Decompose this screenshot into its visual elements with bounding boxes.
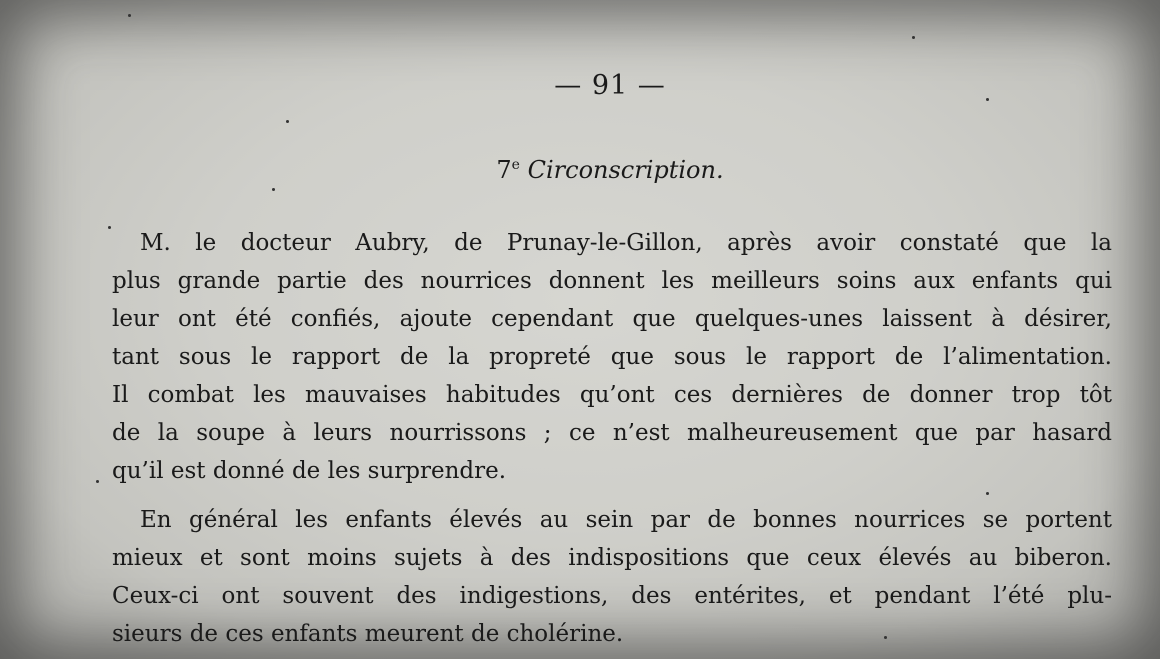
text-line: plus grande partie des nourrices donnent les meilleurs soins aux enfants qui: [112, 268, 1112, 294]
text-line: M. le docteur Aubry, de Prunay-le-Gillon, après avoir constaté que la: [140, 230, 1112, 256]
text-line: mieux et sont moins sujets à des indispositions que ceux élevés au biberon.: [112, 545, 1112, 571]
print-speck: [96, 480, 99, 483]
text-line: qu’il est donné de les surprendre.: [112, 458, 507, 484]
page-number: — 91 —: [554, 70, 666, 101]
print-speck: [986, 492, 989, 495]
print-speck: [272, 188, 275, 191]
text-line: Il combat les mauvaises habitudes qu’ont ces dernières de donner trop tôt: [112, 382, 1112, 408]
text-line: de la soupe à leurs nourrissons ; ce n’est malheureusement que par hasard: [112, 420, 1112, 446]
heading-title: Circonscription.: [527, 156, 724, 184]
text-line: sieurs de ces enfants meurent de cholérine.: [112, 621, 624, 647]
heading-ordinal: 7e: [496, 156, 520, 184]
text-line: tant sous le rapport de la propreté que sous le rapport de l’alimentation.: [112, 344, 1112, 370]
text-line: Ceux-ci ont souvent des indigestions, des entérites, et pendant l’été plu-: [112, 583, 1112, 609]
text-line: leur ont été confiés, ajoute cependant que quelques-unes laissent à désirer,: [112, 306, 1112, 332]
section-heading: [0, 156, 1160, 184]
paragraph-1: [112, 224, 1112, 490]
print-speck: [912, 36, 915, 39]
print-speck: [986, 98, 989, 101]
text-line: En général les enfants élevés au sein par de bonnes nourrices se portent: [140, 507, 1112, 533]
print-speck: [108, 226, 111, 229]
print-speck: [884, 636, 887, 639]
print-speck: [128, 14, 131, 17]
print-speck: [286, 120, 289, 123]
paragraph-2: [112, 501, 1112, 653]
